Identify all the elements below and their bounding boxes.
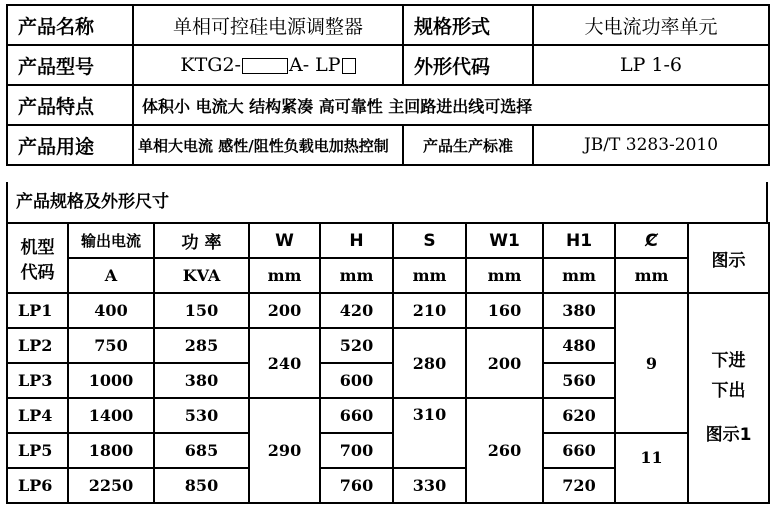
- header-s: S: [393, 223, 466, 258]
- header-h1: H1: [543, 223, 615, 258]
- row-w: 290: [249, 398, 320, 503]
- row-h1: 560: [543, 363, 615, 398]
- row-s: 280: [393, 328, 466, 398]
- model-label: 产品型号: [7, 45, 133, 85]
- row-h: 700: [320, 433, 393, 468]
- header-w1: W1: [466, 223, 543, 258]
- row-h1: 380: [543, 293, 615, 328]
- model-code-header: 机型 代码: [7, 223, 68, 293]
- row-c: 11: [615, 433, 688, 503]
- row-code: LP2: [7, 328, 68, 363]
- figure-line-1: 下进: [711, 351, 746, 371]
- row-code: LP6: [7, 468, 68, 503]
- unit-c: mm: [615, 258, 688, 293]
- row-h1: 620: [543, 398, 615, 433]
- header-power: 功 率: [154, 223, 249, 258]
- row-h: 760: [320, 468, 393, 503]
- header-w: W: [249, 223, 320, 258]
- info-row-usage: [7, 125, 769, 165]
- features-label: 产品特点: [7, 85, 133, 125]
- unit-current: A: [68, 258, 154, 293]
- unit-s: mm: [393, 258, 466, 293]
- row-h: 420: [320, 293, 393, 328]
- shape-code-label: 外形代码: [403, 45, 533, 85]
- row-h1: 660: [543, 433, 615, 468]
- row-s: 210: [393, 293, 466, 328]
- row-h: 520: [320, 328, 393, 363]
- header-row: [7, 223, 769, 258]
- spec-label: 规格形式: [403, 5, 533, 45]
- row-power: 850: [154, 468, 249, 503]
- unit-power: KVA: [154, 258, 249, 293]
- product-info-table: [6, 4, 770, 166]
- header-current: 输出电流: [68, 223, 154, 258]
- usage-value: 单相大电流 感性/阻性负载电加热控制: [133, 125, 403, 165]
- row-code: LP3: [7, 363, 68, 398]
- table-row: [7, 433, 769, 468]
- row-c: 9: [615, 293, 688, 433]
- info-row-features: [7, 85, 769, 125]
- figure-line-2: 下出: [711, 381, 746, 401]
- row-power: 380: [154, 363, 249, 398]
- row-code: LP1: [7, 293, 68, 328]
- row-code: LP4: [7, 398, 68, 433]
- model-blank-box: [242, 58, 288, 74]
- spec-value: 大电流功率单元: [533, 5, 769, 45]
- info-row-name: [7, 5, 769, 45]
- product-name-label: 产品名称: [7, 5, 133, 45]
- standard-value: JB/T 3283-2010: [533, 125, 769, 165]
- features-value: 体积小 电流大 结构紧凑 高可靠性 主回路进出线可选择: [133, 85, 769, 125]
- row-s: 330: [393, 468, 466, 503]
- model-prefix: KTG2-: [180, 54, 241, 76]
- row-power: 150: [154, 293, 249, 328]
- row-power: 285: [154, 328, 249, 363]
- usage-label: 产品用途: [7, 125, 133, 165]
- spec-table: [6, 222, 770, 504]
- row-w1: 200: [466, 328, 543, 398]
- unit-h: mm: [320, 258, 393, 293]
- unit-w: mm: [249, 258, 320, 293]
- row-h1: 480: [543, 328, 615, 363]
- standard-label: 产品生产标准: [403, 125, 533, 165]
- product-name-value: 单相可控硅电源调整器: [133, 5, 403, 45]
- figure-cell: [688, 293, 769, 503]
- row-h: 660: [320, 398, 393, 433]
- row-power: 530: [154, 398, 249, 433]
- model-mid: A- LP: [288, 54, 341, 76]
- row-current: 1800: [68, 433, 154, 468]
- row-current: 1000: [68, 363, 154, 398]
- model-value: [133, 45, 403, 85]
- header-h: H: [320, 223, 393, 258]
- shape-code-value: LP 1-6: [533, 45, 769, 85]
- row-current: 2250: [68, 468, 154, 503]
- row-power: 685: [154, 433, 249, 468]
- section-title: 产品规格及外形尺寸: [6, 182, 768, 222]
- row-w: 200: [249, 293, 320, 328]
- unit-h1: mm: [543, 258, 615, 293]
- unit-w1: mm: [466, 258, 543, 293]
- figure-line-3: 图示1: [705, 425, 752, 445]
- row-current: 400: [68, 293, 154, 328]
- row-code: LP5: [7, 433, 68, 468]
- row-current: 1400: [68, 398, 154, 433]
- model-blank-square: [342, 58, 356, 74]
- unit-row: [7, 258, 769, 293]
- header-figure: 图示: [688, 223, 769, 293]
- info-row-model: [7, 45, 769, 85]
- row-w1: 260: [466, 398, 543, 503]
- table-row: [7, 293, 769, 328]
- header-c: Ȼ: [615, 223, 688, 258]
- row-s: 310: [393, 398, 466, 468]
- row-current: 750: [68, 328, 154, 363]
- row-w: 240: [249, 328, 320, 398]
- row-h1: 720: [543, 468, 615, 503]
- row-h: 600: [320, 363, 393, 398]
- row-w1: 160: [466, 293, 543, 328]
